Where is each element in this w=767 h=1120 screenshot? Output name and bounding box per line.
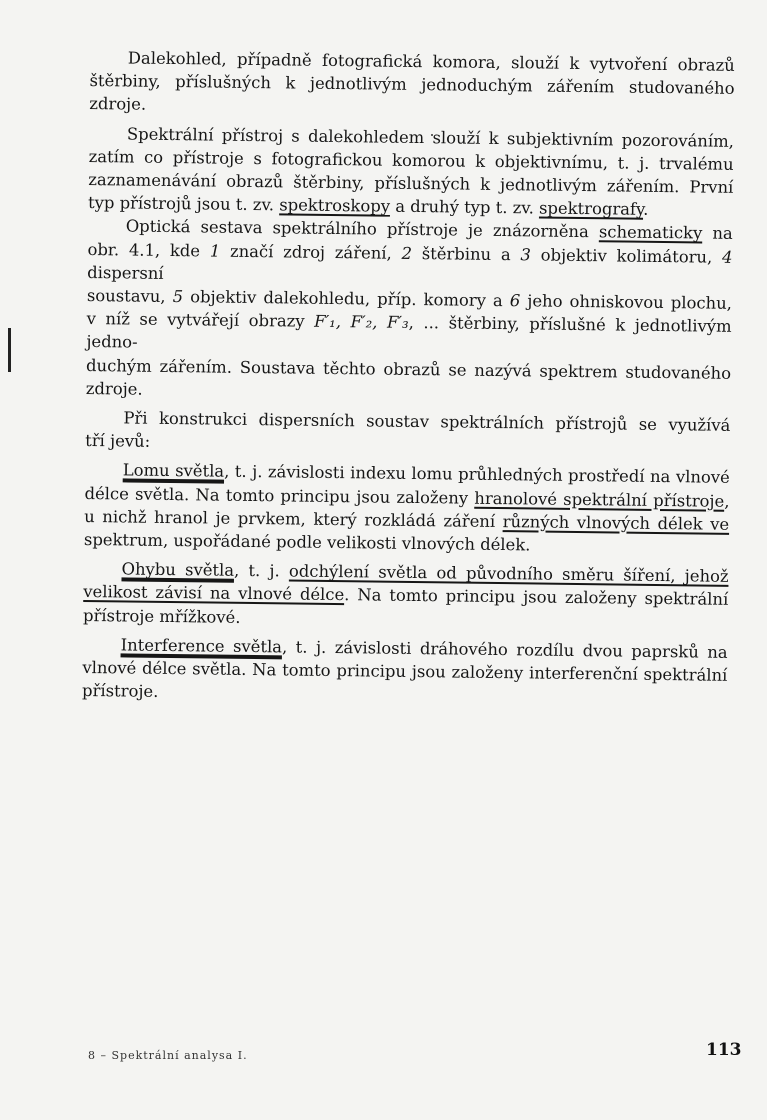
text-run: tří jevů: — [85, 431, 151, 452]
margin-mark — [8, 328, 11, 372]
text-run: a druhý typ t. zv. — [389, 196, 540, 218]
underlined-phrase: Ohybu světla — [121, 559, 235, 581]
italic-symbol: F′₁, F′₂, F′₃ — [314, 311, 409, 333]
text-run: štěrbinu a — [411, 243, 521, 264]
italic-symbol: 1 — [209, 241, 221, 261]
text-run: , t. j. závislosti dráhového rozdílu dvou paprsků na — [281, 637, 728, 662]
text-run: přístroje mřížkové. — [82, 605, 241, 627]
text-run: Dalekohled, případně fotografická komora, slouží k vytvoření obrazů — [127, 48, 735, 75]
page-number: 113 — [706, 1040, 742, 1060]
text-run: zdroje. — [85, 378, 143, 399]
underlined-phrase: hranolové spektrální přístroje — [474, 488, 725, 511]
text-run: přístroje. — [82, 681, 159, 702]
text-run: v níž se vytvářejí obrazy — [86, 309, 315, 331]
underlined-phrase: různých vlnových délek ve — [502, 511, 730, 534]
text-line — [86, 307, 732, 361]
text-run: zaznamenávání obrazů štěrbiny, příslušných k jednotlivým zářením. První — [88, 170, 734, 197]
text-run: objektiv dalekohledu, příp. komory a — [182, 287, 510, 311]
underlined-phrase: velikost závisí na vlnové délce — [83, 582, 345, 605]
underlined-phrase: Lomu světla — [122, 460, 225, 482]
text-run: typ přístrojů jsou t. zv. — [87, 193, 280, 215]
text-run: délce světla. Na tomto principu jsou založeny — [84, 483, 475, 508]
italic-symbol: 4 — [721, 247, 733, 267]
underlined-phrase: spektroskopy — [279, 195, 391, 216]
text-run: značí zdroj záření, — [220, 241, 402, 263]
text-run: . Na tomto principu jsou založeny spektrální — [344, 585, 729, 610]
italic-symbol: 3 — [520, 244, 532, 265]
text-run: , t. j. — [233, 561, 290, 581]
text-run: , t. j. závislosti indexu lomu průhledných prostředí na vlnové — [224, 462, 730, 488]
text-run: dispersní — [87, 262, 164, 283]
text-run: Při konstrukci dispersních soustav spektrálních přístrojů se využívá — [123, 408, 731, 435]
text-run: na — [702, 223, 733, 244]
text-run: obr. 4.1, kde — [87, 239, 210, 261]
text-run: Spektrální přístroj s dalekohledem slouží k subjektivním pozorováním, — [126, 124, 735, 151]
text-run: duchým zářením. Soustava těchto obrazů se nazývá spektrem studovaného — [85, 355, 732, 383]
italic-symbol: 2 — [401, 243, 413, 263]
text-run: Optická sestava spektrálního přístroje je znázorněna — [125, 216, 600, 242]
text-line — [87, 238, 733, 292]
footer-running-title: 8 – Spektrální analysa I. — [88, 1049, 248, 1062]
italic-symbol: 5 — [172, 287, 184, 307]
body-text — [82, 46, 735, 710]
text-run: objektiv kolimátoru, — [530, 245, 723, 267]
text-run: zatím co přístroje s fotografickou komorou k objektivnímu, t. j. trvalému — [88, 146, 734, 174]
text-run: štěrbiny, příslušných k jednotlivým jednoduchým zářením studovaného — [89, 71, 735, 99]
underlined-phrase: Interference světla — [120, 635, 283, 657]
underlined-phrase: spektrografy — [538, 198, 644, 219]
text-run: vlnové délce světla. Na tomto principu jsou založeny interferenční spektrální — [82, 658, 728, 685]
text-run: , — [724, 491, 730, 511]
italic-symbol: 6 — [509, 291, 521, 311]
text-run: soustavu, — [86, 286, 173, 307]
text-run: zdroje. — [89, 94, 147, 115]
text-run: spektrum, uspořádané podle velikosti vlnových délek. — [83, 530, 531, 555]
text-run: jeho ohniskovou plochu, — [520, 291, 733, 313]
underlined-phrase: schematicky — [598, 222, 703, 243]
underlined-phrase: odchýlení světla od původního směru šíření, jehož — [288, 561, 729, 587]
text-run: , ... štěrbiny, příslušné k jednotlivým jedno- — [86, 313, 732, 353]
text-run: u nichž hranol je prvkem, který rozkládá záření — [84, 506, 503, 531]
text-run: . — [643, 199, 649, 220]
